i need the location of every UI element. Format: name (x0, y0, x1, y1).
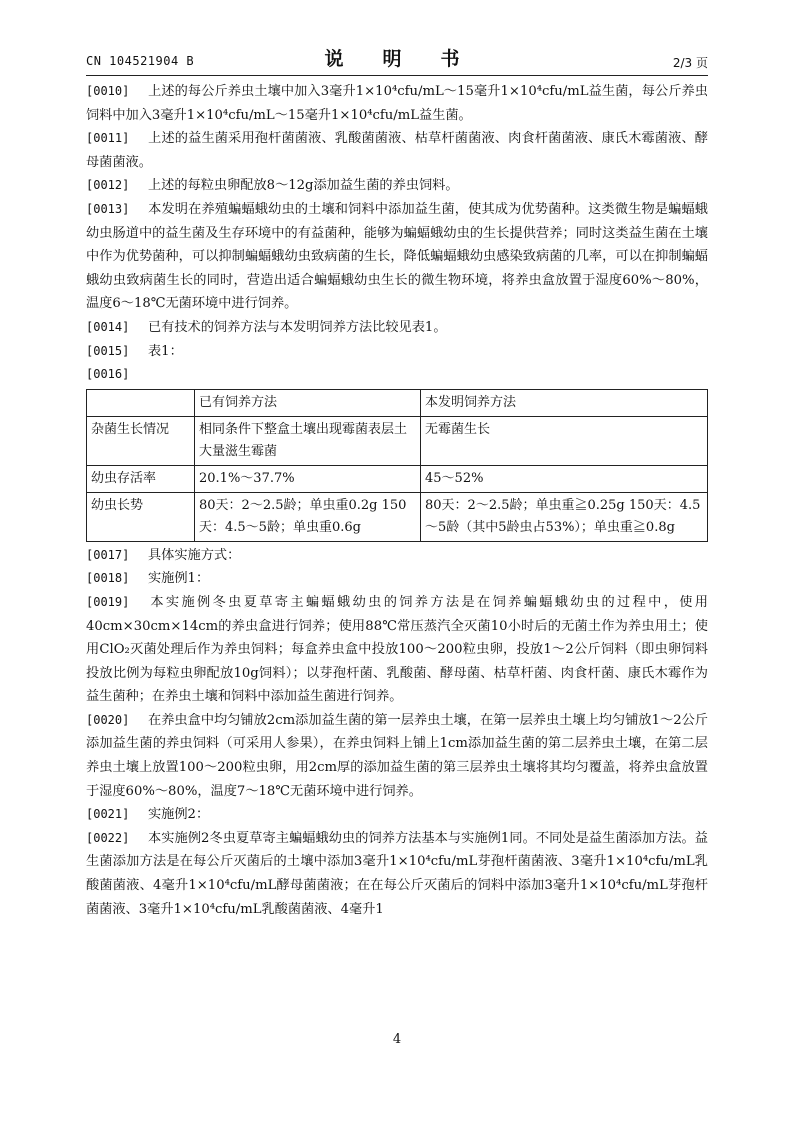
paragraph-number: [0017] (86, 547, 130, 562)
page-indicator: 2/3 页 (672, 56, 708, 70)
table-header-row (87, 389, 708, 416)
paragraph-text: 上述的每公斤养虫土壤中加入3毫升1×10⁴cfu/mL～15毫升1×10⁴cfu/mL益生菌，每公斤养虫饲料中加入3毫升1×10⁴cfu/mL～15毫升1×10⁴cfu/mL益生菌。 (86, 84, 708, 123)
paragraph-number: [0020] (86, 712, 130, 727)
page-title: 说 明 书 (324, 48, 470, 70)
table-cell: 相同条件下整盒土壤出现霉菌表层土大量滋生霉菌 (195, 416, 421, 465)
paragraph-text: 实施例1： (148, 571, 210, 587)
paragraph-text: 具体实施方式： (148, 547, 241, 563)
paragraph (86, 198, 708, 316)
paragraph-number: [0018] (86, 571, 130, 586)
document-id: CN 104521904 B (86, 54, 195, 68)
paragraph (86, 174, 708, 198)
paragraph (86, 544, 708, 568)
table-cell: 80天：2～2.5龄；单虫重0.2g 150天：4.5～5龄；单虫重0.6g (195, 492, 421, 541)
paragraph (86, 591, 708, 709)
paragraph-number: [0015] (86, 343, 130, 358)
document-body (86, 80, 708, 921)
header-rule (86, 75, 708, 76)
paragraph-text: 已有技术的饲养方法与本发明饲养方法比较见表1。 (148, 319, 447, 335)
paragraph (86, 567, 708, 591)
table-cell: 幼虫存活率 (87, 465, 195, 492)
table-header-cell: 本发明饲养方法 (421, 389, 708, 416)
paragraph-number: [0016] (86, 367, 130, 382)
table-cell: 20.1%～37.7% (195, 465, 421, 492)
paragraph-text: 上述的益生菌采用孢杆菌菌液、乳酸菌菌液、枯草杆菌菌液、肉食杆菌菌液、康氏木霉菌液、酵母菌菌液。 (86, 131, 708, 170)
paragraph (86, 363, 708, 387)
paragraph (86, 80, 708, 127)
paragraph (86, 709, 708, 803)
table-cell: 无霉菌生长 (421, 416, 708, 465)
page-header (86, 44, 708, 72)
paragraph-number: [0022] (86, 830, 130, 845)
table-header-cell: 已有饲养方法 (195, 389, 421, 416)
paragraph-text: 在养虫盒中均匀铺放2cm添加益生菌的第一层养虫土壤，在第一层养虫土壤上均匀铺放1～2公斤添加益生菌的养虫饲料（可采用人参果），在养虫饲料上铺上1cm添加益生菌的第二层养虫土壤，在第二层养虫土壤上放置100～200粒虫卵，用2cm厚的添加益生菌的第三层养虫土壤将其均匀覆盖，将养虫盒放置于湿度60%～80%，温度7～18℃无菌环境中进行饲养。 (86, 712, 708, 799)
table-row (87, 492, 708, 541)
table-header-cell (87, 389, 195, 416)
table-cell: 45～52% (421, 465, 708, 492)
paragraph-text: 本实施例冬虫夏草寄主蝙蝠蛾幼虫的饲养方法是在饲养蝙蝠蛾幼虫的过程中，使用40cm×30cm×14cm的养虫盒进行饲养；使用88℃常压蒸汽全灭菌10小时后的无菌土作为养虫用土；使用ClO₂灭菌处理后作为养虫饲料；每盒养虫盒中投放100～200粒虫卵，投放1～2公斤饲料（即虫卵饲料投放比例为每粒虫卵配放10g饲料）；以芽孢杆菌、乳酸菌、酵母菌、枯草杆菌、肉食杆菌、康氏木霉作为益生菌种；在养虫土壤和饲料中添加益生菌进行饲养。 (86, 594, 708, 705)
table-cell: 80天：2～2.5龄；单虫重≧0.25g 150天：4.5～5龄（其中5龄虫占53%）；单虫重≧0.8g (421, 492, 708, 541)
paragraph-number: [0011] (86, 131, 130, 146)
paragraph (86, 803, 708, 827)
paragraph-number: [0014] (86, 319, 130, 334)
table-row (87, 416, 708, 465)
paragraph (86, 340, 708, 364)
paragraph-text: 实施例2： (148, 807, 210, 823)
table-row (87, 465, 708, 492)
table-cell: 杂菌生长情况 (87, 416, 195, 465)
paragraph-text: 本发明在养殖蝙蝠蛾幼虫的土壤和饲料中添加益生菌，使其成为优势菌种。这类微生物是蝙蝠蛾幼虫肠道中的益生菌及生存环境中的有益菌种，能够为蝙蝠蛾幼虫的生长提供营养；同时这类益生菌在土壤中作为优势菌种，可以抑制蝙蝠蛾幼虫致病菌的生长，降低蝙蝠蛾幼虫感染致病菌的几率，可以在抑制蝙蝠蛾幼虫致病菌生长的同时，营造出适合蝙蝠蛾幼虫生长的微生物环境，将养虫盒放置于湿度60%～80%，温度6～18℃无菌环境中进行饲养。 (86, 201, 708, 312)
paragraph (86, 316, 708, 340)
page-number: 4 (392, 1032, 402, 1047)
paragraph (86, 827, 708, 921)
paragraph-number: [0019] (86, 594, 130, 609)
paragraph-number: [0021] (86, 807, 130, 822)
paragraph-text: 表1： (148, 343, 183, 359)
paragraph-number: [0010] (86, 84, 130, 98)
paragraph (86, 127, 708, 174)
paragraph-number: [0012] (86, 178, 130, 193)
paragraph-text: 本实施例2冬虫夏草寄主蝙蝠蛾幼虫的饲养方法基本与实施例1同。不同处是益生菌添加方法。益生菌添加方法是在每公斤灭菌后的土壤中添加3毫升1×10⁴cfu/mL芽孢杆菌菌液、3毫升1×10⁴cfu/mL乳酸菌菌液、4毫升1×10⁴cfu/mL酵母菌菌液；在在每公斤灭菌后的饲料中添加3毫升1×10⁴cfu/mL芽孢杆菌菌液、3毫升1×10⁴cfu/mL乳酸菌菌液、4毫升1 (86, 830, 708, 917)
paragraph-number: [0013] (86, 201, 130, 216)
comparison-table (86, 389, 708, 542)
paragraph-text: 上述的每粒虫卵配放8～12g添加益生菌的养虫饲料。 (148, 178, 459, 194)
table-cell: 幼虫长势 (87, 492, 195, 541)
